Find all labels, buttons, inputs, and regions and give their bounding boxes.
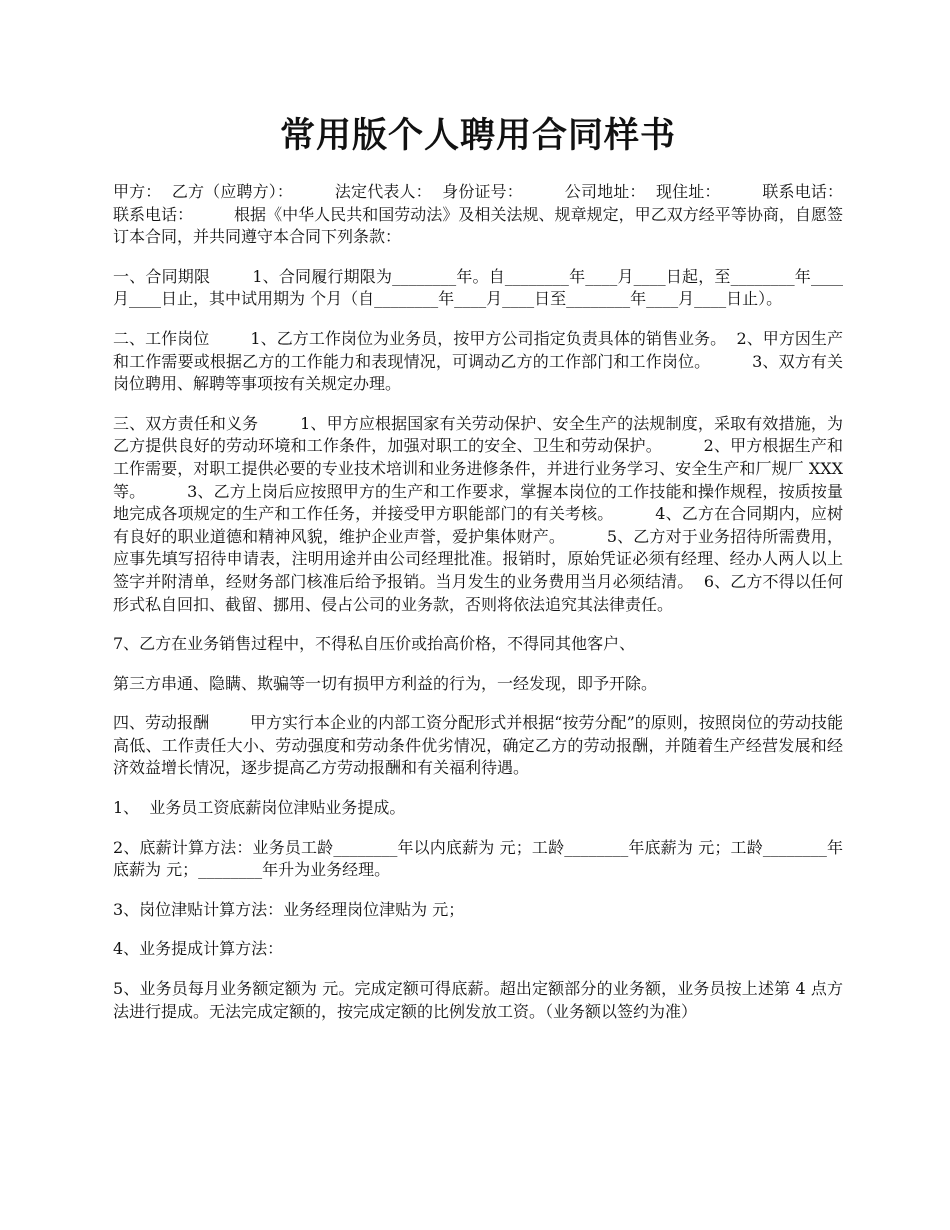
section-job-position: 二、工作岗位 1、乙方工作岗位为业务员，按甲方公司指定负责具体的销售业务。 2、甲方因生产和工作需要或根据乙方的工作能力和表现情况，可调动乙方的工作部门和工作岗位。 3、双方有关岗位聘用、解聘等事项按有关规定办理。 bbox=[113, 328, 843, 394]
intro-paragraph: 甲方： 乙方（应聘方）： 法定代表人： 身份证号： 公司地址： 现住址： 联系电话： 联系电话： 根据《中华人民共和国劳动法》及相关法规、规章规定，甲乙双方经平等协商，自愿签订本合同，并共同遵守本合同下列条款： bbox=[113, 182, 854, 247]
remuneration-item-4: 4、业务提成计算方法： bbox=[113, 939, 284, 959]
clause-7: 7、乙方在业务销售过程中，不得私自压价或抬高价格，不得同其他客户、 bbox=[113, 634, 636, 654]
document-page bbox=[113, 0, 854, 1023]
remuneration-item-5: 5、业务员每月业务额定额为 元。完成定额可得底薪。超出定额部分的业务额，业务员按上述第 4 点方法进行提成。无法完成定额的，按完成定额的比例发放工资。（业务额以签约为准） bbox=[113, 979, 843, 1021]
document-title: 常用版个人聘用合同样书 bbox=[279, 115, 676, 156]
section-remuneration: 四、劳动报酬 甲方实行本企业的内部工资分配形式并根据“按劳分配”的原则，按照岗位的劳动技能高低、工作责任大小、劳动强度和劳动条件优劣情况，确定乙方的劳动报酬，并随着生产经营发展和经济效益增长情况，逐步提高乙方劳动报酬和有关福利待遇。 bbox=[113, 713, 843, 778]
clause-7-continued: 第三方串通、隐瞒、欺骗等一切有损甲方利益的行为，一经发现，即予开除。 bbox=[113, 673, 658, 693]
remuneration-item-1: 1、 业务员工资底薪岗位津贴业务提成。 bbox=[113, 798, 406, 818]
section-contract-term: 一、合同期限 1、合同履行期限为________年。自________年____月____日起，至________年____月____日止，其中试用期为 个月（自________年____月____日至________年____月____日止）。 bbox=[113, 266, 843, 309]
section-responsibilities: 三、双方责任和义务 1、甲方应根据国家有关劳动保护、安全生产的法规制度，采取有效措施，为乙方提供良好的劳动环境和工作条件，加强对职工的安全、卫生和劳动保护。 2、甲方根据生产和工作需要，对职工提供必要的专业技术培训和业务进修条件，并进行业务学习、安全生产和厂规厂 XXX 等。 3、乙方上岗后应按照甲方的生产和工作要求，掌握本岗位的工作技能和操作规程，按质按量地完成各项规定的生产和工作任务，并接受甲方职能部门的有关考核。 4、乙方在合同期内，应树有良好的职业道德和精神风貌，维护企业声誉，爱护集体财产。 5、乙方对于业务招待所需费用，应事先填写招待申请表，注明用途并由公司经理批准。报销时，原始凭证必须有经理、经办人两人以上签字并附清单，经财务部门核准后给予报销。当月发生的业务费用当月必须结清。 6、乙方不得以任何形式私自回扣、截留、挪用、侵占公司的业务款，否则将依法追究其法律责任。 bbox=[113, 413, 849, 614]
remuneration-item-3: 3、岗位津贴计算方法：业务经理岗位津贴为 元； bbox=[113, 899, 465, 919]
remuneration-item-2: 2、底薪计算方法：业务员工龄________年以内底薪为 元；工龄________年底薪为 元；工龄________年底薪为 元；________年升为业务经理。 bbox=[113, 837, 843, 880]
